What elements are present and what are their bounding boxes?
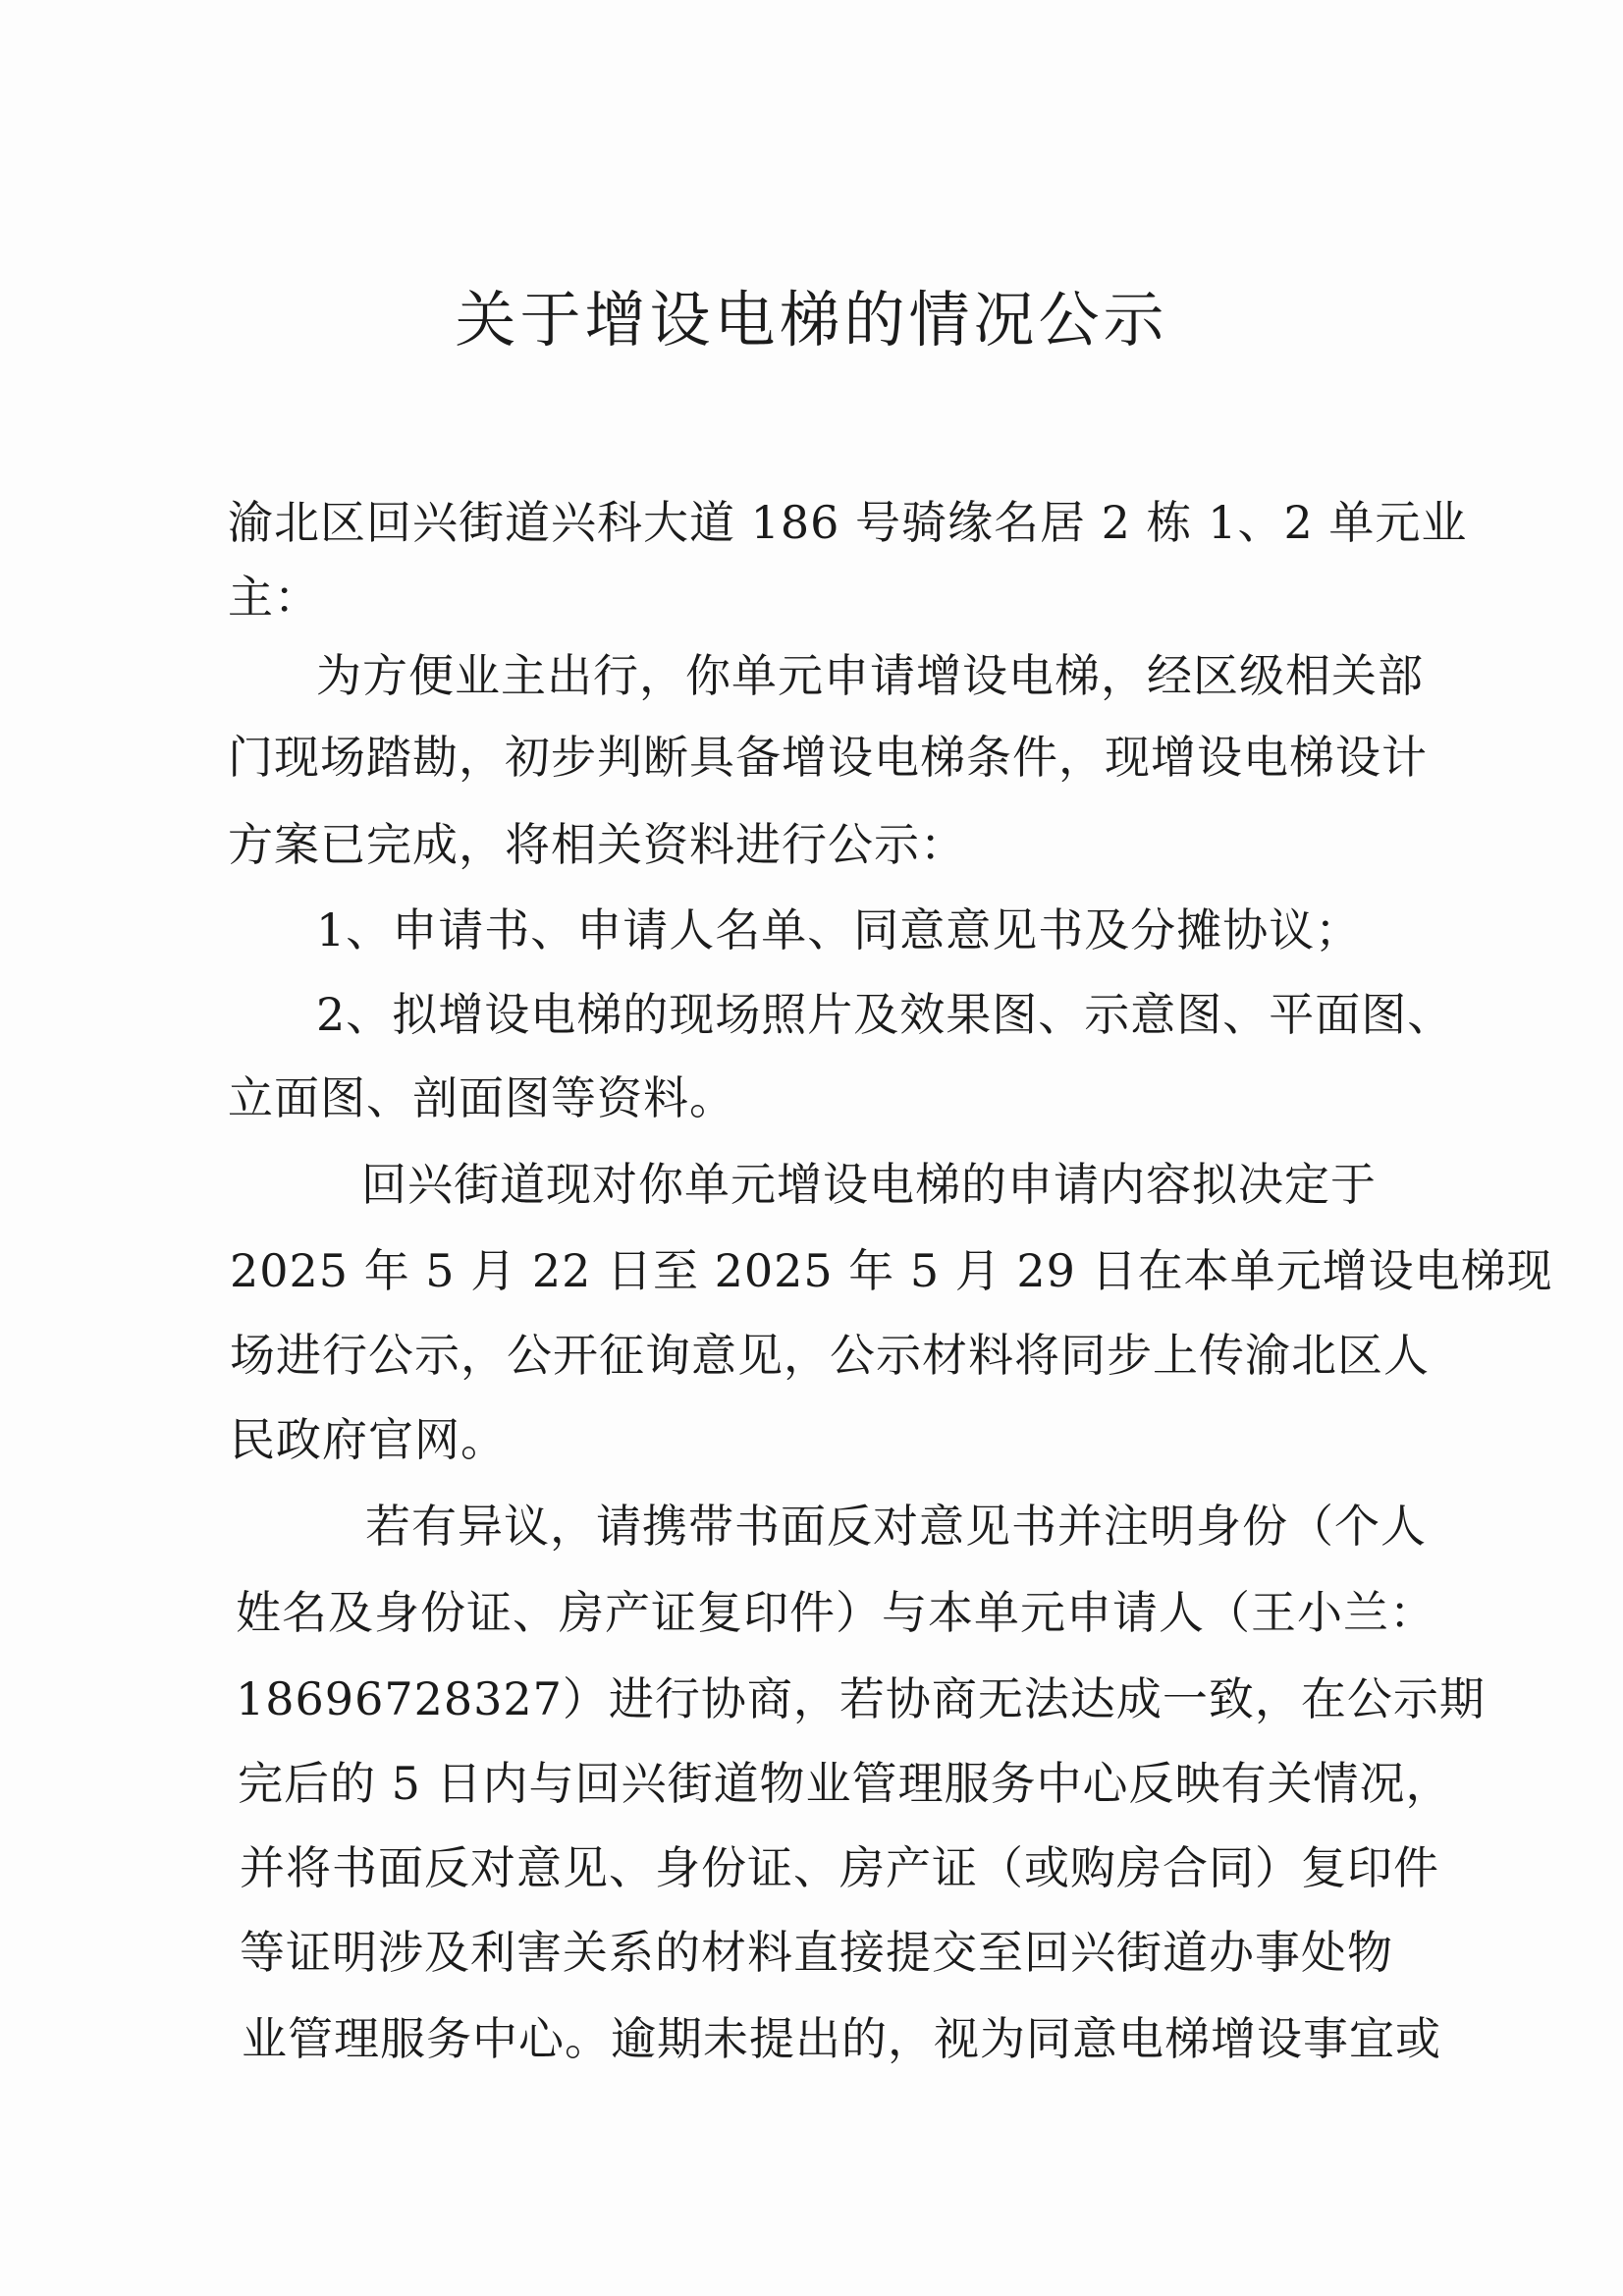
- para1-line-3: 方案已完成，将相关资料进行公示：: [228, 818, 966, 871]
- para2-line-2: 2025 年 5 月 22 日至 2025 年 5 月 29 日在本单元增设电梯现: [230, 1244, 1553, 1297]
- para2-line-4: 民政府官网。: [230, 1413, 507, 1466]
- para3-line-6: 等证明涉及利害关系的材料直接提交至回兴街道办事处物: [240, 1926, 1393, 1979]
- para3-line-1: 若有异议，请携带书面反对意见书并注明身份（个人: [365, 1500, 1427, 1553]
- para3-line-4: 完后的 5 日内与回兴街道物业管理服务中心反映有关情况，: [238, 1757, 1452, 1810]
- list-item-2-line-1: 2、拟增设电梯的现场照片及效果图、示意图、平面图、: [316, 988, 1454, 1041]
- para3-line-7: 业管理服务中心。逾期未提出的，视为同意电梯增设事宜或: [242, 2012, 1441, 2065]
- list-item-2-line-2: 立面图、剖面图等资料。: [228, 1071, 735, 1124]
- para2-line-1: 回兴街道现对你单元增设电梯的申请内容拟决定于: [361, 1158, 1377, 1211]
- list-item-1: 1、申请书、申请人名单、同意意见书及分摊协议；: [316, 903, 1362, 957]
- para3-line-2: 姓名及身份证、房产证复印件）与本单元申请人（王小兰：: [236, 1586, 1435, 1639]
- addressee-line-1: 渝北区回兴街道兴科大道 186 号骑缘名居 2 栋 1、2 单元业: [228, 496, 1468, 549]
- document-title: 关于增设电梯的情况公示: [455, 284, 1168, 355]
- para1-line-1: 为方便业主出行，你单元申请增设电梯，经区级相关部: [316, 649, 1424, 702]
- addressee-line-2: 主：: [228, 571, 320, 624]
- para3-line-3: 18696728327）进行协商，若协商无法达成一致，在公示期: [236, 1672, 1486, 1725]
- para1-line-2: 门现场踏勘，初步判断具备增设电梯条件，现增设电梯设计: [228, 731, 1428, 784]
- para3-line-5: 并将书面反对意见、身份证、房产证（或购房合同）复印件: [240, 1841, 1439, 1894]
- para2-line-3: 场进行公示，公开征询意见，公示材料将同步上传渝北区人: [230, 1329, 1430, 1382]
